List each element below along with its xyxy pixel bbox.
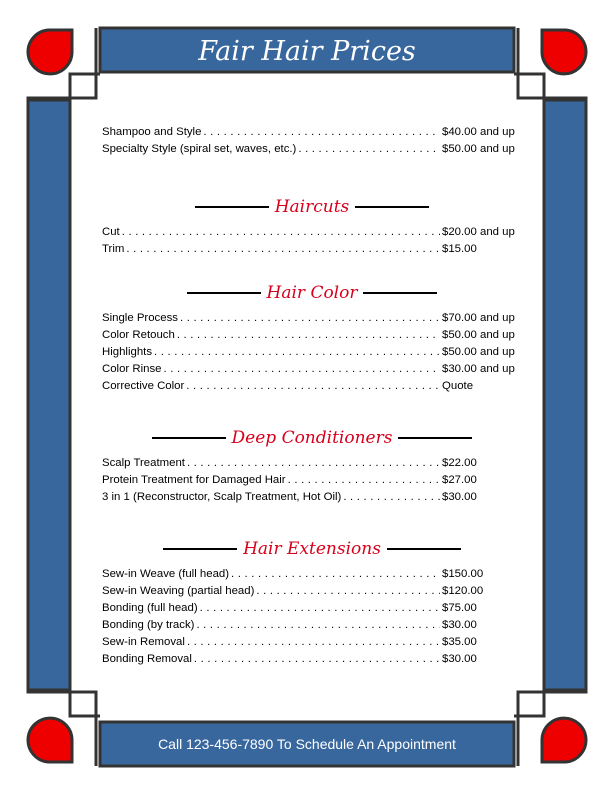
service-price: $27.00 — [442, 474, 477, 486]
list-item — [102, 636, 522, 653]
dot-leader — [196, 619, 440, 631]
section-heading-haircuts — [102, 194, 522, 220]
service-name: Cut — [102, 226, 120, 238]
dot-leader — [164, 363, 440, 375]
list-item — [102, 143, 522, 160]
corner-ornament-bottom-right — [542, 718, 586, 762]
service-name: Bonding Removal — [102, 653, 192, 665]
service-name: Sew-in Weave (full head) — [102, 568, 230, 580]
service-price: $50.00 and up — [442, 346, 515, 358]
section-heading-hair-color — [102, 280, 522, 306]
list-item — [102, 491, 522, 508]
service-price: $150.00 — [442, 568, 484, 580]
dot-leader — [126, 243, 440, 255]
heading-rule-left — [195, 206, 269, 208]
dot-leader — [298, 143, 440, 155]
service-price: $75.00 — [442, 602, 477, 614]
list-item — [102, 380, 522, 397]
corner-ornament-top-left — [28, 30, 72, 74]
dot-leader — [180, 312, 440, 324]
service-name: Color Retouch — [102, 329, 175, 341]
service-price: $30.00 — [442, 653, 477, 665]
service-price: $35.00 — [442, 636, 477, 648]
dot-leader — [154, 346, 440, 358]
corner-ornament-bottom-left — [28, 718, 72, 762]
service-price: $22.00 — [442, 457, 477, 469]
section-styling — [102, 126, 522, 160]
list-item — [102, 653, 522, 670]
dot-leader — [186, 380, 440, 392]
heading-rule-left — [163, 548, 237, 550]
corner-ornament-top-right — [542, 30, 586, 74]
service-name: Shampoo and Style — [102, 126, 202, 138]
service-name: Highlights — [102, 346, 153, 358]
left-side-bar — [28, 100, 70, 690]
dot-leader — [122, 226, 440, 238]
dot-leader — [187, 457, 440, 469]
dot-leader — [203, 126, 440, 138]
list-item — [102, 568, 522, 585]
heading-rule-right — [363, 292, 437, 294]
list-item — [102, 457, 522, 474]
list-item — [102, 126, 522, 143]
section-hair-extensions — [102, 568, 522, 670]
service-name: Single Process — [102, 312, 178, 324]
service-price: $30.00 — [442, 619, 477, 631]
service-name: Color Rinse — [102, 363, 162, 375]
service-price: $50.00 and up — [442, 329, 515, 341]
section-heading-deep-conditioners — [102, 425, 522, 451]
service-price: $30.00 — [442, 491, 477, 503]
list-item — [102, 474, 522, 491]
service-price: $70.00 and up — [442, 312, 515, 324]
heading-rule-left — [152, 437, 226, 439]
service-price: $50.00 and up — [442, 143, 515, 155]
dot-leader — [194, 653, 440, 665]
service-price: $40.00 and up — [442, 126, 515, 138]
right-side-bar — [544, 100, 586, 690]
list-item — [102, 312, 522, 329]
dot-leader — [343, 491, 440, 503]
service-price: $120.00 — [442, 585, 484, 597]
service-price: $30.00 and up — [442, 363, 515, 375]
heading-rule-right — [355, 206, 429, 208]
service-price: Quote — [442, 380, 474, 392]
heading-rule-right — [387, 548, 461, 550]
list-item — [102, 602, 522, 619]
service-name: Sew-in Weaving (partial head) — [102, 585, 255, 597]
list-item — [102, 346, 522, 363]
service-price: $15.00 — [442, 243, 477, 255]
list-item — [102, 363, 522, 380]
footer-call-to-action: Call 123-456-7890 To Schedule An Appointment — [158, 736, 456, 752]
heading-rule-right — [398, 437, 472, 439]
dot-leader — [177, 329, 440, 341]
section-hair-color — [102, 312, 522, 397]
heading-text: Hair Color — [266, 283, 358, 303]
service-name: Specialty Style (spiral set, waves, etc.) — [102, 143, 297, 155]
service-name: Corrective Color — [102, 380, 185, 392]
service-name: Trim — [102, 243, 125, 255]
dot-leader — [256, 585, 440, 597]
service-name: Bonding (full head) — [102, 602, 198, 614]
section-heading-hair-extensions — [102, 536, 522, 562]
service-name: Scalp Treatment — [102, 457, 185, 469]
list-item — [102, 585, 522, 602]
heading-text: Haircuts — [274, 197, 350, 217]
service-name: Bonding (by track) — [102, 619, 195, 631]
service-price: $20.00 and up — [442, 226, 515, 238]
heading-text: Hair Extensions — [243, 539, 381, 559]
list-item — [102, 226, 522, 243]
price-list — [102, 126, 522, 670]
section-deep-conditioners — [102, 457, 522, 508]
dot-leader — [288, 474, 440, 486]
dot-leader — [200, 602, 440, 614]
service-name: Sew-in Removal — [102, 636, 185, 648]
list-item — [102, 329, 522, 346]
list-item — [102, 619, 522, 636]
service-name: Protein Treatment for Damaged Hair — [102, 474, 286, 486]
heading-rule-left — [187, 292, 261, 294]
heading-text: Deep Conditioners — [231, 428, 393, 448]
dot-leader — [231, 568, 440, 580]
list-item — [102, 243, 522, 260]
section-haircuts — [102, 226, 522, 260]
service-name: 3 in 1 (Reconstructor, Scalp Treatment, Hot Oil) — [102, 491, 342, 503]
page-title: Fair Hair Prices — [198, 36, 416, 67]
dot-leader — [187, 636, 440, 648]
